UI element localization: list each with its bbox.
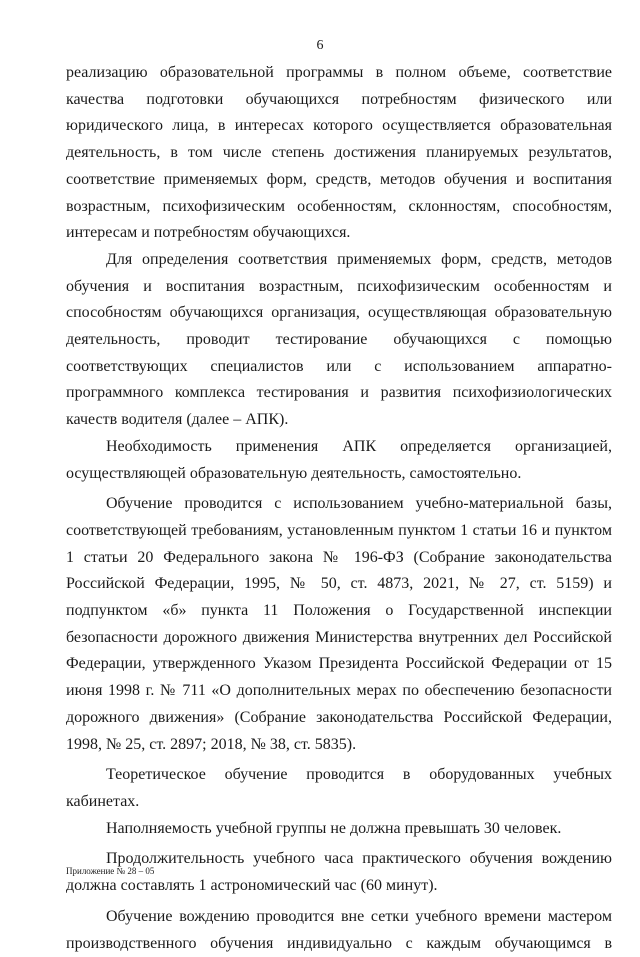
paragraph-apk-necessity: Необходимость применения АПК определяется организацией, осуществляющей образовательную деятельность, самостоятельно. [66, 437, 612, 482]
paragraph-continuation: реализацию образовательной программы в полном объеме, соответствие качества подготовки обучающихся потребностям физического или юридического лица, в интересах которого осуществляется образовательная деятельность, в том числе степень достижения планируемых результатов, соответствие применяемых форм, средств, методов обучения и воспитания возрастным, психофизическим особенностям, склонностям, способностям, интересам и потребностям обучающихся. [66, 64, 612, 242]
footer-note: Приложение № 28 – 05 [66, 866, 155, 876]
paragraph-testing: Для определения соответствия применяемых форм, средств, методов обучения и воспитания возрастным, психофизическим особенностям и способностям обучающихся организация, осуществляющая образовательную деятельность, проводит тестирование обучающихся с помощью соответствующих специалистов или с использованием аппаратно-программного комплекса тестирования и развития психофизиологических качеств водителя (далее – АПК). [66, 250, 612, 429]
paragraph-group-size: Наполняемость учебной группы не должна превышать 30 человек. [106, 819, 562, 837]
paragraph-driving: Обучение вождению проводится вне сетки учебного времени мастером производственного обучения индивидуально с каждым обучающимся в [66, 907, 612, 952]
paragraph-theory: Теоретическое обучение проводится в оборудованных учебных кабинетах. [66, 766, 612, 810]
document-body [66, 60, 612, 957]
paragraph-hour-duration: Продолжительность учебного часа практического обучения вождению должна составлять 1 астрономический час (60 минут). [66, 850, 612, 895]
paragraph-material-base: Обучение проводится с использованием учебно-материальной базы, соответствующей требованиям, установленным пунктом 1 статьи 16 и пунктом 1 статьи 20 Федерального закона № 196-ФЗ (Собрание законодательства Российской Федерации, 1995, № 50, ст. 4873, 2021, № 27, ст. 5159) и подпунктом «б» пункта 11 Положения о Государственной инспекции безопасности дорожного движения Министерства внутренних дел Российской Федерации, утвержденного Указом Президента Российской Федерации от 15 июня 1998 г. № 711 «О дополнительных мерах по обеспечению безопасности дорожного движения» (Собрание законодательства Российской Федерации, 1998, № 25, ст. 2897; 2018, № 38, ст. 5835). [66, 495, 612, 753]
page-number: 6 [316, 38, 324, 53]
